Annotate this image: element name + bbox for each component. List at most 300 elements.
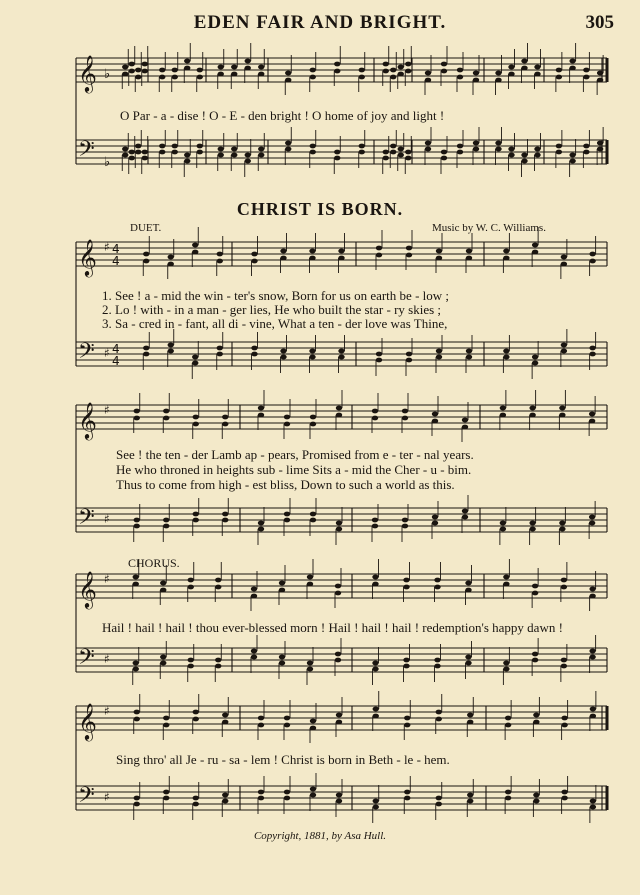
- note-head: [372, 667, 378, 672]
- note-head: [376, 352, 382, 357]
- note-head: [222, 512, 228, 517]
- note-head: [218, 72, 224, 77]
- note-head: [129, 69, 135, 74]
- note-head: [279, 588, 285, 593]
- note-head: [373, 805, 379, 810]
- note-head: [258, 790, 264, 795]
- note-head: [589, 521, 595, 526]
- note-head: [284, 723, 290, 728]
- note-head: [359, 68, 365, 73]
- note-head: [500, 413, 506, 418]
- note-head: [390, 150, 396, 155]
- note-head: [168, 255, 174, 260]
- note-head: [529, 527, 535, 532]
- sharp-icon: ♯: [104, 790, 110, 804]
- sharp-icon: ♯: [104, 346, 110, 360]
- note-head: [335, 591, 341, 596]
- note-head: [188, 585, 194, 590]
- note-head: [284, 796, 290, 801]
- note-head: [222, 713, 228, 718]
- flat-icon: ♭: [104, 67, 111, 82]
- note-head: [465, 588, 471, 593]
- time-sig: 4: [112, 242, 120, 256]
- note-head: [436, 256, 442, 261]
- note-head: [505, 716, 511, 721]
- note-head: [335, 658, 341, 663]
- time-sig: 4: [112, 254, 120, 268]
- note-head: [309, 355, 315, 360]
- note-head: [143, 259, 149, 264]
- note-head: [466, 249, 472, 254]
- note-head: [280, 355, 286, 360]
- note-head: [508, 65, 514, 70]
- note-head: [215, 664, 221, 669]
- note-head: [589, 587, 595, 592]
- treble-clef-icon: 𝄞: [78, 570, 97, 608]
- note-head: [441, 62, 447, 67]
- note-head: [383, 62, 389, 67]
- note-head: [462, 425, 468, 430]
- note-head: [159, 150, 165, 155]
- note-head: [505, 790, 511, 795]
- note-head: [188, 664, 194, 669]
- note-head: [245, 66, 251, 71]
- note-head: [398, 147, 404, 152]
- time-sig: 4: [112, 342, 120, 356]
- note-head: [521, 153, 527, 158]
- note-head: [172, 75, 178, 80]
- note-head: [338, 256, 344, 261]
- note-head: [403, 578, 409, 583]
- note-head: [561, 716, 567, 721]
- note-head: [372, 416, 378, 421]
- bass-clef-icon: 𝄢: [78, 339, 95, 369]
- note-head: [135, 75, 141, 80]
- note-head: [160, 581, 166, 586]
- note-head: [406, 246, 412, 251]
- note-head: [569, 66, 575, 71]
- note-head: [285, 147, 291, 152]
- note-head: [160, 588, 166, 593]
- note-head: [390, 75, 396, 80]
- treble-clef-icon: 𝄞: [78, 702, 97, 740]
- note-head: [559, 406, 565, 411]
- note-head: [143, 352, 149, 357]
- note-head: [231, 72, 237, 77]
- note-head: [222, 793, 228, 798]
- note-head: [556, 68, 562, 73]
- note-head: [532, 355, 538, 360]
- note-head: [193, 796, 199, 801]
- note-head: [134, 802, 140, 807]
- note-head: [534, 72, 540, 77]
- note-head: [215, 578, 221, 583]
- note-head: [404, 716, 410, 721]
- note-head: [160, 655, 166, 660]
- note-head: [434, 664, 440, 669]
- note-head: [561, 578, 567, 583]
- sharp-icon: ♯: [104, 704, 110, 718]
- note-head: [310, 726, 316, 731]
- note-head: [310, 75, 316, 80]
- note-head: [188, 658, 194, 663]
- note-head: [193, 422, 199, 427]
- note-head: [434, 578, 440, 583]
- note-head: [436, 249, 442, 254]
- note-head: [405, 156, 411, 161]
- note-head: [533, 799, 539, 804]
- note-head: [405, 150, 411, 155]
- verse2-line1: 2. Lo ! with - in a man - ger lies, He who built the star - ry skies ;: [102, 302, 442, 317]
- note-head: [495, 147, 501, 152]
- note-head: [432, 521, 438, 526]
- note-head: [390, 144, 396, 149]
- note-head: [193, 710, 199, 715]
- note-head: [184, 153, 190, 158]
- page-number: 305: [585, 12, 614, 33]
- note-head: [134, 409, 140, 414]
- note-head: [376, 253, 382, 258]
- note-head: [193, 415, 199, 420]
- note-head: [503, 349, 509, 354]
- verse3-line1: 3. Sa - cred in - fant, all di - vine, What a ten - der love was Thine,: [102, 316, 448, 331]
- note-head: [402, 524, 408, 529]
- note-head: [338, 249, 344, 254]
- note-head: [398, 65, 404, 70]
- note-head: [135, 68, 141, 73]
- note-head: [217, 259, 223, 264]
- note-head: [197, 150, 203, 155]
- note-head: [193, 518, 199, 523]
- treble-clef-icon: 𝄞: [78, 54, 97, 92]
- note-head: [406, 358, 412, 363]
- verse3-line2: Thus to come from high - est bliss, Down to such a world as this.: [116, 477, 455, 492]
- note-head: [503, 249, 509, 254]
- treble-clef-icon: 𝄞: [78, 238, 97, 276]
- note-head: [521, 59, 527, 64]
- note-head: [135, 144, 141, 149]
- note-head: [500, 521, 506, 526]
- note-head: [280, 256, 286, 261]
- note-head: [245, 153, 251, 158]
- note-head: [495, 71, 501, 76]
- note-head: [402, 518, 408, 523]
- note-head: [251, 352, 257, 357]
- sharp-icon: ♯: [104, 512, 110, 526]
- note-head: [589, 655, 595, 660]
- note-head: [534, 147, 540, 152]
- note-head: [406, 352, 412, 357]
- note-head: [462, 509, 468, 514]
- note-head: [310, 150, 316, 155]
- note-head: [336, 413, 342, 418]
- note-head: [533, 720, 539, 725]
- note-head: [258, 413, 264, 418]
- verse1-line1: 1. See ! a - mid the win - ter's snow, Born for us on earth be - low ;: [102, 288, 450, 303]
- note-head: [134, 524, 140, 529]
- note-head: [336, 406, 342, 411]
- note-head: [231, 65, 237, 70]
- note-head: [436, 710, 442, 715]
- note-head: [310, 719, 316, 724]
- note-head: [500, 527, 506, 532]
- note-head: [561, 255, 567, 260]
- note-head: [168, 343, 174, 348]
- note-head: [251, 346, 257, 351]
- note-head: [359, 75, 365, 80]
- note-head: [336, 521, 342, 526]
- note-head: [561, 790, 567, 795]
- note-head: [258, 147, 264, 152]
- note-head: [466, 349, 472, 354]
- note-head: [495, 78, 501, 83]
- song1-lyrics: O Par - a - dise ! O - E - den bright ! O home of joy and light !: [120, 108, 445, 123]
- note-head: [197, 75, 203, 80]
- note-head: [398, 72, 404, 77]
- note-head: [372, 524, 378, 529]
- note-head: [134, 710, 140, 715]
- note-head: [284, 415, 290, 420]
- note-head: [508, 72, 514, 77]
- note-head: [376, 246, 382, 251]
- note-head: [307, 667, 313, 672]
- note-head: [473, 71, 479, 76]
- note-head: [135, 150, 141, 155]
- note-head: [279, 661, 285, 666]
- note-head: [133, 575, 139, 580]
- note-head: [561, 262, 567, 267]
- note-head: [500, 406, 506, 411]
- note-head: [432, 412, 438, 417]
- note-head: [404, 723, 410, 728]
- note-head: [172, 150, 178, 155]
- note-head: [284, 716, 290, 721]
- note-head: [336, 713, 342, 718]
- composer-credit: Music by W. C. Williams.: [432, 222, 546, 234]
- note-head: [561, 349, 567, 354]
- note-head: [589, 346, 595, 351]
- note-head: [192, 355, 198, 360]
- note-head: [457, 150, 463, 155]
- note-head: [457, 75, 463, 80]
- note-head: [334, 150, 340, 155]
- note-head: [533, 793, 539, 798]
- note-head: [425, 78, 431, 83]
- note-head: [129, 156, 135, 161]
- note-head: [441, 156, 447, 161]
- sharp-icon: ♯: [104, 652, 110, 666]
- note-head: [168, 262, 174, 267]
- note-head: [142, 62, 148, 67]
- note-head: [406, 253, 412, 258]
- note-head: [359, 150, 365, 155]
- note-head: [258, 521, 264, 526]
- note-head: [284, 422, 290, 427]
- note-head: [372, 575, 378, 580]
- note-head: [561, 343, 567, 348]
- note-head: [336, 527, 342, 532]
- note-head: [142, 69, 148, 74]
- note-head: [373, 799, 379, 804]
- verse1-line2: See ! the ten - der Lamb ap - pears, Promised from e - ter - nal years.: [116, 447, 474, 462]
- note-head: [373, 714, 379, 719]
- note-head: [425, 147, 431, 152]
- note-head: [505, 723, 511, 728]
- note-head: [251, 655, 257, 660]
- note-head: [561, 585, 567, 590]
- note-head: [534, 65, 540, 70]
- note-head: [569, 159, 575, 164]
- note-head: [310, 787, 316, 792]
- note-head: [307, 575, 313, 580]
- note-head: [251, 587, 257, 592]
- sharp-icon: ♯: [104, 240, 110, 254]
- note-head: [436, 796, 442, 801]
- note-head: [467, 713, 473, 718]
- note-head: [338, 355, 344, 360]
- note-head: [188, 578, 194, 583]
- note-head: [404, 790, 410, 795]
- note-head: [309, 249, 315, 254]
- note-head: [556, 144, 562, 149]
- note-head: [434, 585, 440, 590]
- note-head: [222, 720, 228, 725]
- bass-clef-icon: 𝄢: [78, 137, 95, 167]
- note-head: [466, 355, 472, 360]
- note-head: [441, 69, 447, 74]
- note-head: [251, 259, 257, 264]
- note-head: [217, 352, 223, 357]
- note-head: [218, 147, 224, 152]
- note-head: [457, 144, 463, 149]
- note-head: [159, 75, 165, 80]
- note-head: [193, 512, 199, 517]
- note-head: [231, 147, 237, 152]
- note-head: [222, 799, 228, 804]
- note-head: [532, 584, 538, 589]
- note-head: [383, 156, 389, 161]
- note-head: [192, 243, 198, 248]
- note-head: [503, 355, 509, 360]
- note-head: [372, 409, 378, 414]
- note-head: [142, 156, 148, 161]
- note-head: [310, 793, 316, 798]
- note-head: [583, 144, 589, 149]
- note-head: [310, 512, 316, 517]
- note-head: [589, 419, 595, 424]
- note-head: [503, 575, 509, 580]
- note-head: [307, 661, 313, 666]
- note-head: [336, 720, 342, 725]
- note-head: [467, 799, 473, 804]
- note-head: [402, 409, 408, 414]
- note-head: [597, 71, 603, 76]
- note-head: [334, 62, 340, 67]
- note-head: [197, 144, 203, 149]
- note-head: [505, 796, 511, 801]
- song-title-christ-is-born: CHRIST IS BORN.: [236, 199, 404, 219]
- note-head: [284, 518, 290, 523]
- note-head: [597, 147, 603, 152]
- note-head: [583, 75, 589, 80]
- note-head: [310, 415, 316, 420]
- note-head: [383, 150, 389, 155]
- note-head: [473, 141, 479, 146]
- note-head: [285, 141, 291, 146]
- note-head: [251, 594, 257, 599]
- note-head: [122, 147, 128, 152]
- bass-clef-icon: 𝄢: [78, 505, 95, 535]
- note-head: [215, 585, 221, 590]
- note-head: [590, 707, 596, 712]
- note-head: [335, 652, 341, 657]
- note-head: [467, 793, 473, 798]
- note-head: [222, 518, 228, 523]
- note-head: [310, 68, 316, 73]
- note-head: [258, 527, 264, 532]
- note-head: [231, 153, 237, 158]
- note-head: [556, 150, 562, 155]
- note-head: [134, 518, 140, 523]
- note-head: [390, 68, 396, 73]
- note-head: [372, 582, 378, 587]
- note-head: [279, 581, 285, 586]
- note-head: [193, 717, 199, 722]
- note-head: [583, 150, 589, 155]
- note-head: [280, 349, 286, 354]
- note-head: [372, 661, 378, 666]
- note-head: [589, 649, 595, 654]
- note-head: [432, 515, 438, 520]
- note-head: [467, 720, 473, 725]
- note-head: [258, 406, 264, 411]
- sharp-icon: ♯: [104, 403, 110, 417]
- note-head: [284, 512, 290, 517]
- note-head: [163, 524, 169, 529]
- note-head: [197, 68, 203, 73]
- note-head: [215, 658, 221, 663]
- note-head: [521, 66, 527, 71]
- note-head: [133, 582, 139, 587]
- note-head: [473, 78, 479, 83]
- note-head: [163, 409, 169, 414]
- note-head: [245, 59, 251, 64]
- note-head: [184, 159, 190, 164]
- note-head: [335, 584, 341, 589]
- note-head: [434, 658, 440, 663]
- note-head: [284, 790, 290, 795]
- note-head: [133, 667, 139, 672]
- note-head: [159, 144, 165, 149]
- note-head: [258, 716, 264, 721]
- note-head: [569, 59, 575, 64]
- note-head: [143, 346, 149, 351]
- note-head: [372, 518, 378, 523]
- note-head: [597, 78, 603, 83]
- note-head: [334, 156, 340, 161]
- note-head: [285, 78, 291, 83]
- note-head: [383, 69, 389, 74]
- time-sig: 4: [112, 354, 120, 368]
- note-head: [163, 518, 169, 523]
- bass-clef-icon: 𝄢: [78, 783, 95, 813]
- note-head: [508, 153, 514, 158]
- note-head: [310, 144, 316, 149]
- note-head: [589, 594, 595, 599]
- note-head: [122, 72, 128, 77]
- note-head: [122, 65, 128, 70]
- note-head: [425, 71, 431, 76]
